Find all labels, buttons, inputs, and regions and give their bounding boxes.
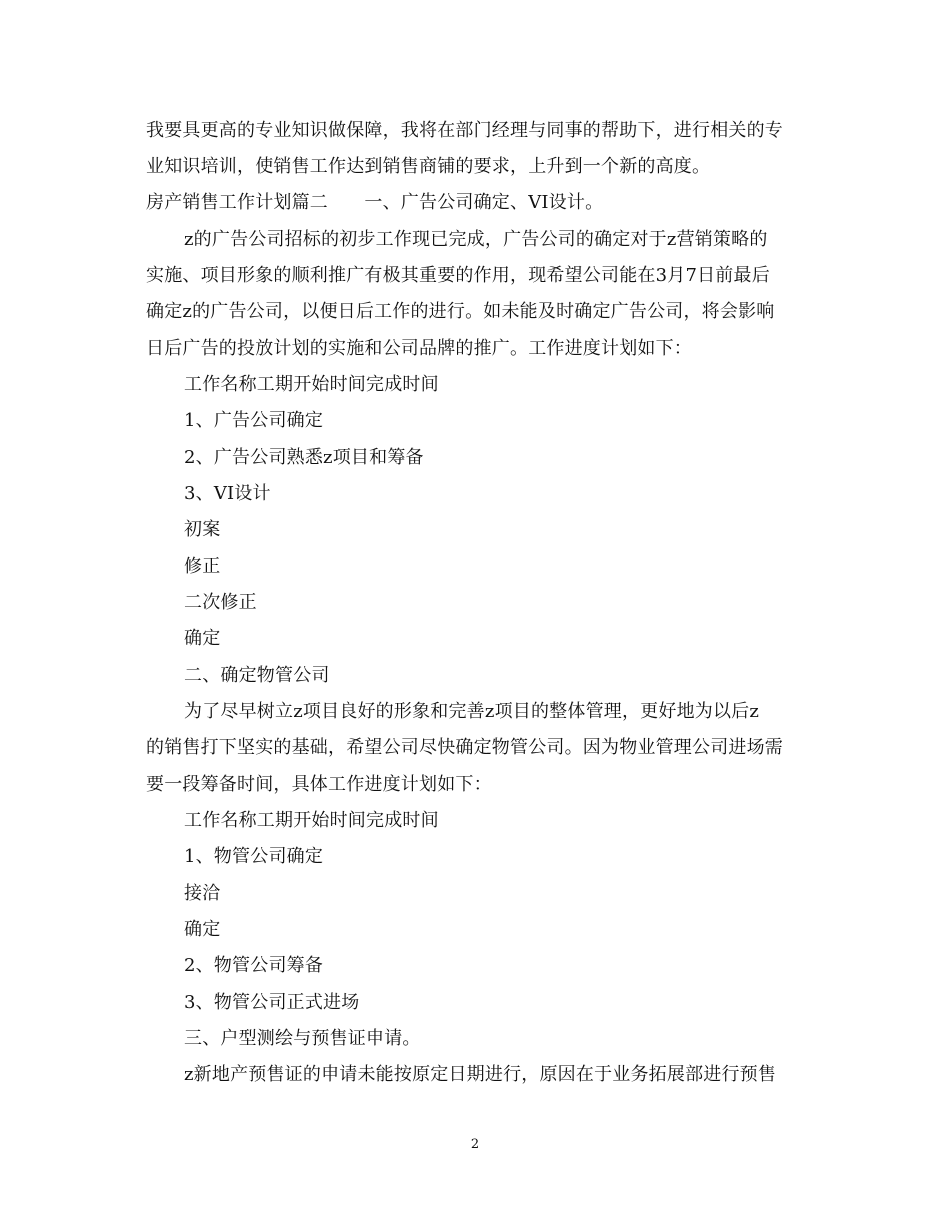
- section-heading-line: 二、确定物管公司: [184, 665, 330, 686]
- text-line: 的销售打下坚实的基础，希望公司尽快确定物管公司。因为物业管理公司进场需: [146, 737, 783, 758]
- section-heading-line: 三、户型测绘与预售证申请。: [184, 1028, 421, 1049]
- list-item: 1、物管公司确定: [184, 846, 324, 867]
- paragraph-line: z新地产预售证的申请未能按原定日期进行，原因在于业务拓展部进行预售: [184, 1064, 777, 1085]
- list-item: 接洽: [184, 883, 221, 904]
- list-item: 确定: [184, 919, 221, 940]
- section-heading-line: 房产销售工作计划篇二 一、广告公司确定、VI设计。: [146, 192, 604, 213]
- list-item: 2、物管公司筹备: [184, 955, 324, 976]
- list-item: 修正: [184, 556, 221, 577]
- list-item: 3、物管公司正式进场: [184, 992, 360, 1013]
- paragraph-line: 为了尽早树立z项目良好的形象和完善z项目的整体管理，更好地为以后z: [184, 701, 760, 722]
- list-item: 1、广告公司确定: [184, 410, 324, 431]
- text-line: 我要具更高的专业知识做保障，我将在部门经理与同事的帮助下，进行相关的专: [146, 120, 783, 141]
- paragraph-line: z的广告公司招标的初步工作现已完成，广告公司的确定对于z营销策略的: [184, 229, 768, 250]
- list-item: 3、VI设计: [184, 483, 271, 504]
- text-line: 日后广告的投放计划的实施和公司品牌的推广。工作进度计划如下：: [146, 338, 692, 359]
- list-item: 二次修正: [184, 592, 257, 613]
- text-line: 实施、项目形象的顺利推广有极其重要的作用，现希望公司能在3月7日前最后: [146, 265, 770, 286]
- table-header-line: 工作名称工期开始时间完成时间: [184, 374, 439, 395]
- table-header-line: 工作名称工期开始时间完成时间: [184, 810, 439, 831]
- page-number: 2: [470, 1137, 480, 1152]
- text-line: 业知识培训，使销售工作达到销售商铺的要求，上升到一个新的高度。: [146, 156, 711, 177]
- list-item: 2、广告公司熟悉z项目和筹备: [184, 447, 424, 468]
- list-item: 确定: [184, 628, 221, 649]
- list-item: 初案: [184, 519, 221, 540]
- text-line: 要一段筹备时间，具体工作进度计划如下：: [146, 774, 492, 795]
- text-line: 确定z的广告公司，以便日后工作的进行。如未能及时确定广告公司，将会影响: [146, 301, 775, 322]
